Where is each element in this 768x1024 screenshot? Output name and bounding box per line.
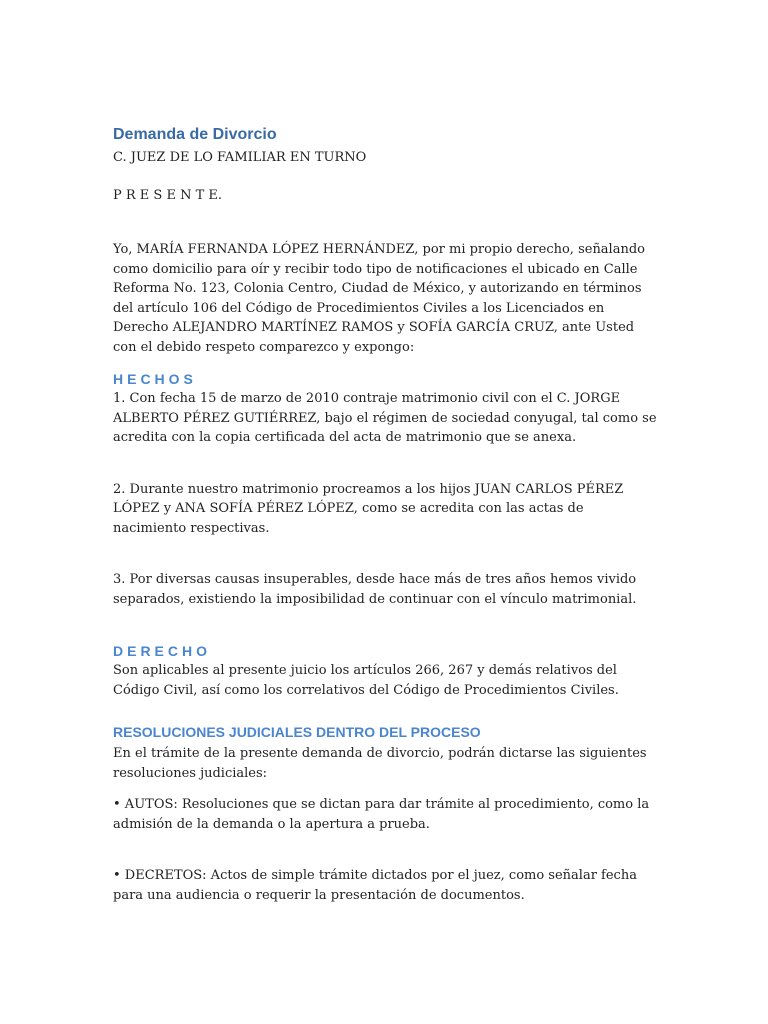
derecho-heading: DERECHO (113, 643, 212, 659)
resoluciones-item-decretos: • DECRETOS: Actos de simple trámite dictados por el juez, como señalar fecha para una audiencia o requerir la presentación de documentos. (113, 868, 637, 903)
resoluciones-intro: En el trámite de la presente demanda de divorcio, podrán dictarse las siguientes resoluciones judiciales: (113, 746, 647, 781)
hechos-item-2: 2. Durante nuestro matrimonio procreamos a los hijos JUAN CARLOS PÉREZ LÓPEZ y ANA SOFÍA PÉREZ LÓPEZ, como se acredita con las actas de nacimiento respectivas. (113, 481, 624, 536)
document-title: Demanda de Divorcio (113, 126, 277, 143)
presente: P R E S E N T E. (113, 187, 223, 203)
intro-paragraph: Yo, MARÍA FERNANDA LÓPEZ HERNÁNDEZ, por mi propio derecho, señalando como domicilio para oír y recibir todo tipo de notificaciones el ubicado en Calle Reforma No. 123, Colonia Centro, Ciudad de México, y autorizando en términos del artículo 106 del Código de Procedimientos Civiles a los Licenciados en Derecho ALEJANDRO MARTÍNEZ RAMOS y SOFÍA GARCÍA CRUZ, ante Usted con el debido respeto comparezco y expongo: (113, 242, 645, 355)
resoluciones-item-autos: • AUTOS: Resoluciones que se dictan para dar trámite al procedimiento, como la admisión de la demanda o la apertura a prueba. (113, 797, 650, 832)
resoluciones-heading: RESOLUCIONES JUDICIALES DENTRO DEL PROCESO (113, 724, 481, 740)
hechos-heading: HECHOS (113, 371, 197, 387)
derecho-paragraph: Son aplicables al presente juicio los artículos 266, 267 y demás relativos del Código Civil, así como los correlativos del Código de Procedimientos Civiles. (113, 663, 619, 698)
hechos-item-3: 3. Por diversas causas insuperables, desde hace más de tres años hemos vivido separados, existiendo la imposibilidad de continuar con el vínculo matrimonial. (113, 572, 637, 607)
document-page (113, 124, 658, 905)
hechos-item-1: 1. Con fecha 15 de marzo de 2010 contraje matrimonio civil con el C. JORGE ALBERTO PÉREZ GUTIÉRREZ, bajo el régimen de sociedad conyugal, tal como se acredita con la copia certificada del acta de matrimonio que se anexa. (113, 391, 657, 445)
addressee: C. JUEZ DE LO FAMILIAR EN TURNO (113, 150, 367, 165)
